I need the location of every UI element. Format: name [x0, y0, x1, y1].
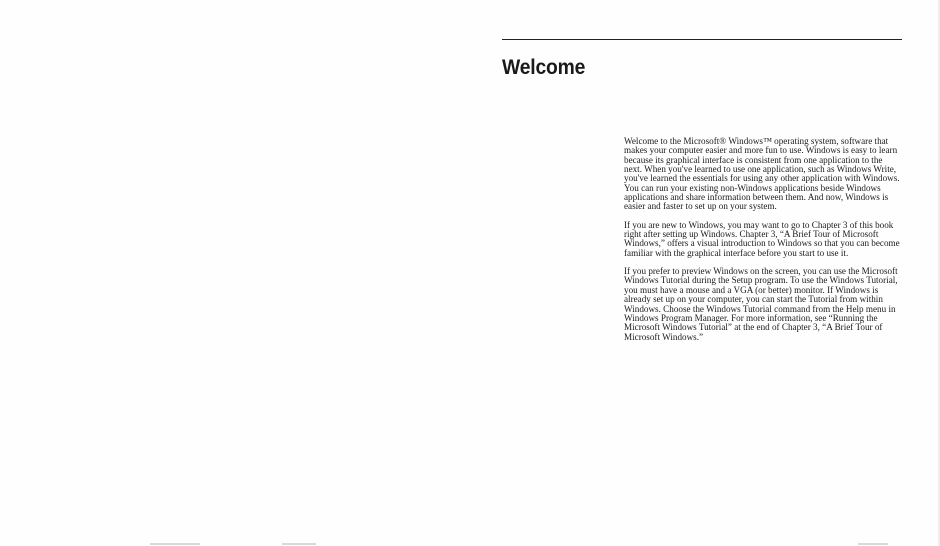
heading-rule — [502, 39, 902, 40]
scan-artifact — [150, 543, 200, 545]
paragraph-new-users: If you are new to Windows, you may want to go to Chapter 3 of this book right after setting up Windows. Chapter 3, “A Brief Tour of Microsoft Windows,” offers a visual introduction to Windows so that you can become familiar with the graphical interface before you start to use it. — [624, 219, 900, 258]
page-title: Welcome — [502, 56, 586, 79]
body-text — [624, 137, 900, 351]
paragraph-intro: Welcome to the Microsoft® Windows™ operating system, software that makes your computer easier and more fun to use. Windows is easy to learn because its graphical interface is consistent from one application to the next. When you've learned to use one application, such as Windows Write, you've learned the essentials for using any other application with Windows. You can run your existing non-Windows applications beside Windows applications and share information between them. And now, Windows is easier and faster to set up on your system. — [624, 136, 900, 212]
paragraph-tutorial: If you prefer to preview Windows on the screen, you can use the Microsoft Windows Tutorial during the Setup program. To use the Windows Tutorial, you must have a mouse and a VGA (or better) monitor. If Windows is already set up on your computer, you can start the Tutorial from within Windows. Choose the Windows Tutorial command from the Help menu in Windows Program Manager. For more information, see “Running the Microsoft Windows Tutorial” at the end of Chapter 3, “A Brief Tour of Microsoft Windows.” — [624, 266, 898, 342]
scan-artifact — [282, 543, 316, 545]
scan-artifact — [858, 543, 888, 545]
